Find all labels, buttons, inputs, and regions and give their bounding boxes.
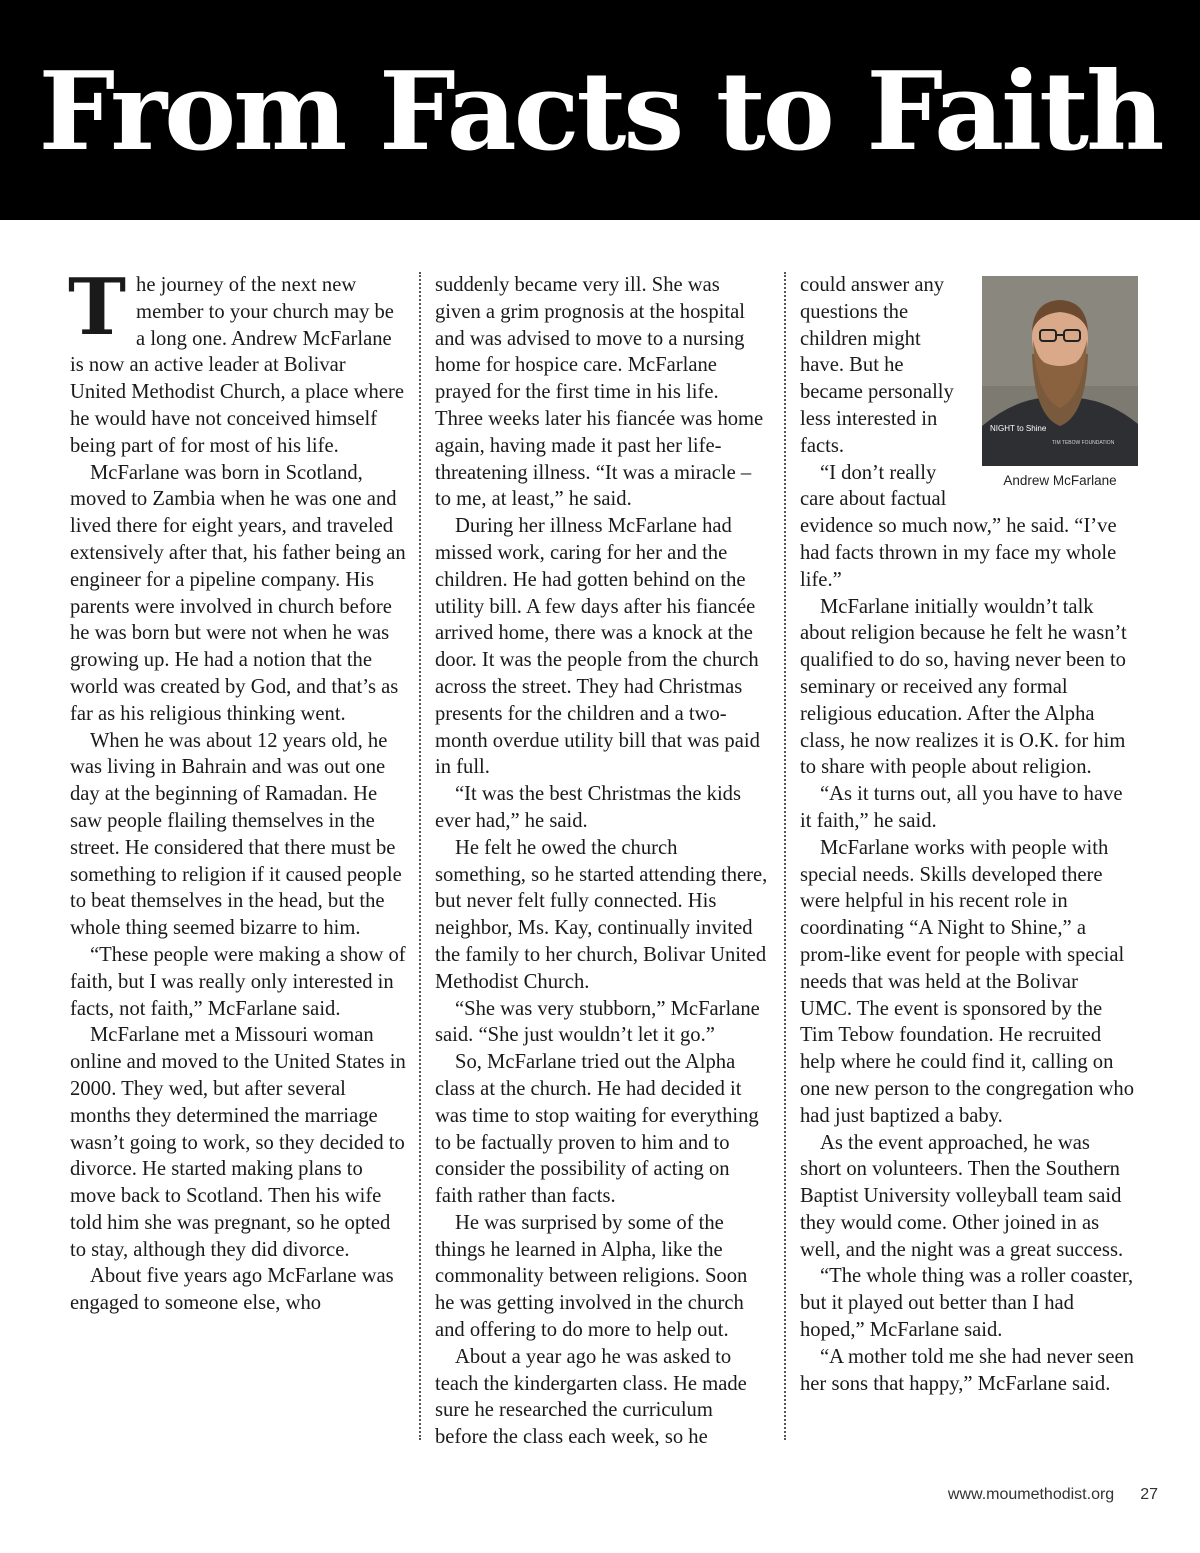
paragraph: The journey of the next new member to your church may be a long one. Andrew McFarlane is now an active leader at Bolivar United Methodist Church, a place where he would have not conceived himself being part of for most of his life. [68,262,404,457]
paragraph: “I don’t really care about factual evidence so much now,” he said. “I’ve had facts thrown in my face my whole life.” [800,461,1117,591]
svg-text:NIGHT to Shine: NIGHT to Shine [990,424,1047,433]
paragraph: “These people were making a show of faith, but I was really only interested in facts, not faith,” McFarlane said. [70,943,406,1020]
paragraph: “A mother told me she had never seen her sons that happy,” McFarlane said. [800,1345,1134,1395]
paragraph: As the event approached, he was short on volunteers. Then the Southern Baptist University volleyball team said they would come. Other joined in as well, and the night was a great success. [800,1131,1124,1261]
paragraph: During her illness McFarlane had missed work, caring for her and the children. He had gotten behind on the utility bill. A few days after his fiancée arrived home, there was a knock at the door. It was the people from the church across the street. They had Christmas presents for the children and a two-month overdue utility bill that was paid in full. [435,515,760,779]
paragraph: So, McFarlane tried out the Alpha class at the church. He had decided it was time to stop waiting for everything to be factually proven to him and to consider the possibility of acting on faith rather than facts. [435,1051,759,1208]
paragraph: “The whole thing was a roller coaster, but it played out better than I had hoped,” McFarlane said. [800,1265,1134,1342]
article-title: From Facts to Faith [38,49,1162,175]
paragraph: McFarlane works with people with special needs. Skills developed there were helpful in his recent role in coordinating “A Night to Shine,” a prom-like event for people with special needs that was held at the Bolivar UMC. The event is sponsored by the Tim Tebow foundation. He recruited help where he could find it, calling on one new person to the congregation who had just baptized a baby. [800,836,1134,1127]
drop-cap: T [68,262,127,353]
page-footer [948,1486,1158,1504]
paragraph: McFarlane initially wouldn’t talk about religion because he felt he wasn’t qualified to do so, having never been to seminary or received any formal religious education. After the Alpha class, he now realizes it is O.K. for him to share with people about religion. [800,595,1127,779]
svg-text:TIM TEBOW FOUNDATION: TIM TEBOW FOUNDATION [1052,440,1115,446]
article-column-3 [800,272,1135,1397]
page-number: 27 [1140,1486,1158,1503]
paragraph: When he was about 12 years old, he was living in Bahrain and was out one day at the beginning of Ramadan. He saw people flailing themselves in the street. He considered that there must be something to religion if it caused people to beat themselves in the head, but the whole thing seemed bizarre to him. [70,729,402,940]
column-divider [784,272,786,1440]
paragraph: “She was very stubborn,” McFarlane said. “She just wouldn’t let it go.” [435,997,760,1047]
title-banner [0,0,1200,220]
paragraph: “As it turns out, all you have to have it faith,” he said. [800,783,1123,832]
photo-caption: Andrew McFarlane [1003,473,1117,488]
article-column-2 [435,272,769,1451]
paragraph: About a year ago he was asked to teach the kindergarten class. He made sure he researched the curriculum before the class each week, so he [435,1345,747,1449]
article-column-1 [68,262,406,1317]
column-divider [419,272,421,1440]
paragraph: “It was the best Christmas the kids ever had,” he said. [435,783,741,832]
portrait-figure [982,276,1138,490]
paragraph: He felt he owed the church something, so he started attending there, but never felt fully connected. His neighbor, Ms. Kay, continually invited the family to her church, Bolivar United Methodist Church. [435,836,768,993]
website-url: www.moumethodist.org [947,1486,1115,1503]
paragraph: About five years ago McFarlane was engaged to someone else, who [70,1265,394,1315]
portrait-photo [982,276,1138,466]
paragraph: McFarlane was born in Scotland, moved to Zambia when he was one and lived there for eight years, and traveled extensively after that, his father being an engineer for a pipeline company. His parents were involved in church before he was born but were not when he was growing up. He had a notion that the world was created by God, and that’s as far as his religious thinking went. [70,461,406,725]
paragraph: suddenly became very ill. She was given a grim prognosis at the hospital and was advised to move to a nursing home for hospice care. McFarlane prayed for the first time in his life. Three weeks later his fiancée was home again, having made it past her life-threatening illness. “It was a miracle – to me, at least,” he said. [435,274,764,511]
paragraph: McFarlane met a Missouri woman online and moved to the United States in 2000. They wed, but after several months they determined the marriage wasn’t going to work, so they decided to divorce. He started making plans to move back to Scotland. Then his wife told him she was pregnant, so he opted to stay, although they did divorce. [70,1024,406,1261]
paragraph: He was surprised by some of the things he learned in Alpha, like the commonality between religions. Soon he was getting involved in the church and offering to do more to help out. [435,1211,748,1342]
paragraph: could answer any questions the children might have. But he became personally less interested in facts. [800,274,954,457]
